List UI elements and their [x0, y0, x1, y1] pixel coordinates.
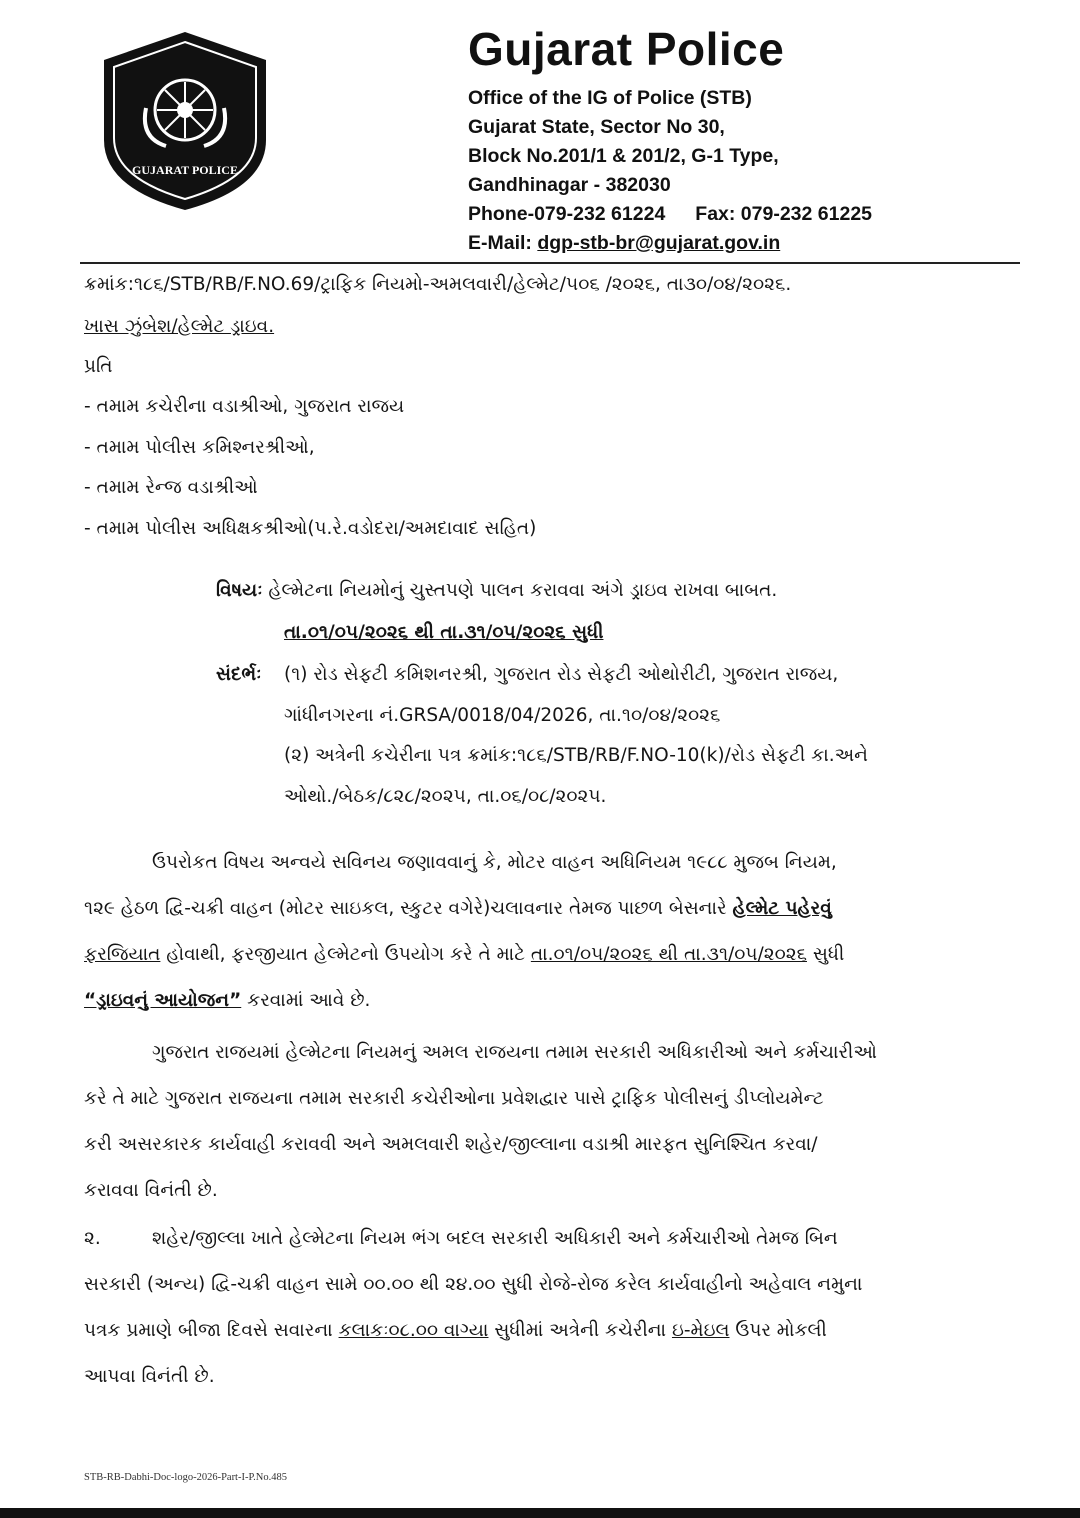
- page-bottom-edge: [0, 1508, 1080, 1518]
- paragraph-line: કરી અસરકારક કાર્યવાહી કરાવવી અને અમલવારી શહેર/જીલ્લાના વડાશ્રી મારફત સુનિશ્ચિત કરવા/: [84, 1134, 818, 1155]
- paragraph-line: ગુજરાત રાજયમાં હેલ્મેટના નિયમનું અમલ રાજયના તમામ સરકારી અધિકારીઓ અને કર્મચારીઓ: [152, 1042, 877, 1063]
- reference-item: (૧) રોડ સેફટી કમિશનરશ્રી, ગુજરાત રોડ સેફટી ઓથોરીટી, ગુજરાત રાજય,: [284, 664, 839, 685]
- paragraph-line: શહેર/જીલ્લા ખાતે હેલ્મેટના નિયમ ભંગ બદલ સરકારી અધિકારી અને કર્મચારીઓ તેમજ બિન: [152, 1228, 838, 1249]
- header-divider: [80, 262, 1020, 264]
- fax-number: Fax: 079-232 61225: [695, 203, 873, 225]
- reference-label: સંદર્ભઃ: [216, 664, 262, 685]
- reference-item: ઓથો./બેઠક/૮૨૮/૨૦૨૫, તા.૦૬/૦૮/૨૦૨૫.: [284, 786, 607, 807]
- text-span: સુધીમાં અત્રેની કચેરીના: [488, 1320, 672, 1341]
- to-label: પ્રતિ: [84, 356, 113, 377]
- subject-line: [216, 580, 777, 601]
- recipient-item: - તમામ કચેરીના વડાશ્રીઓ, ગુજરાત રાજય: [84, 396, 405, 417]
- org-title: Gujarat Police: [468, 23, 785, 75]
- subject-label: વિષયઃ: [216, 580, 263, 601]
- underlined-text: “ડ્રાઇવનું આયોજન”: [84, 990, 242, 1011]
- underlined-text: હેલ્મેટ પહેરવું: [732, 898, 832, 919]
- paragraph-line: [84, 990, 370, 1011]
- underlined-dates: તા.૦૧/૦૫/૨૦૨૬ થી તા.૩૧/૦૫/૨૦૨૬: [530, 944, 807, 965]
- text-span: હોવાથી, ફરજીયાત હેલ્મેટનો ઉપયોગ કરે તે માટે: [160, 944, 531, 965]
- paragraph-line: ઉપરોકત વિષય અન્વયે સવિનય જણાવવાનું કે, મોટર વાહન અધિનિયમ ૧૯૮૮ મુજબ નિયમ,: [152, 852, 837, 873]
- drive-title: ખાસ ઝુંબેશ/હેલ્મેટ ડ્રાઇવ.: [84, 316, 275, 337]
- text-span: ઉપર મોકલી: [729, 1320, 827, 1341]
- recipient-item: - તમામ રેન્જ વડાશ્રીઓ: [84, 477, 258, 498]
- reference-number: ક્રમાંક:૧૮૬/STB/RB/F.NO.69/ટ્રાફિક નિયમો-અમલવારી/હેલ્મેટ/૫૦૬ /૨૦૨૬, તા૩૦/૦૪/૨૦૨૬.: [84, 274, 792, 295]
- address-line: Gujarat State, Sector No 30,: [468, 116, 725, 138]
- subject-dates: તા.૦૧/૦૫/૨૦૨૬ થી તા.૩૧/૦૫/૨૦૨૬ સુધી: [284, 622, 604, 643]
- address-line: Gandhinagar - 382030: [468, 174, 671, 196]
- paragraph-number: ૨.: [84, 1228, 101, 1249]
- recipient-item: - તમામ પોલીસ અધિક્ષકશ્રીઓ(પ.રે.વડોદરા/અમદાવાદ સહિત): [84, 518, 537, 539]
- subject-text: હેલ્મેટના નિયમોનું ચુસ્તપણે પાલન કરાવવા અંગે ડ્રાઇવ રાખવા બાબત.: [268, 580, 778, 601]
- reference-item: ગાંધીનગરના નં.GRSA/0018/04/2026, તા.૧૦/૦૪/૨૦૨૬: [284, 705, 721, 726]
- email-link[interactable]: dgp-stb-br@gujarat.gov.in: [537, 232, 781, 254]
- paragraph-line: [84, 898, 832, 919]
- contact-line: [468, 200, 872, 229]
- phone-number: Phone-079-232 61224: [468, 203, 666, 225]
- paragraph-line: [84, 1320, 827, 1341]
- email-label: E-Mail:: [468, 232, 532, 254]
- reference-item: (૨) અત્રેની કચેરીના પત્ર ક્રમાંક:૧૮૬/STB/RB/F.NO-10(k)/રોડ સેફટી કા.અને: [284, 745, 868, 766]
- gujarat-police-emblem: [96, 28, 274, 214]
- underlined-time: કલાકઃ૦૮.૦૦ વાગ્યા: [338, 1320, 489, 1341]
- paragraph-line: આપવા વિનંતી છે.: [84, 1366, 215, 1387]
- paragraph-line: કરાવવા વિનંતી છે.: [84, 1180, 218, 1201]
- text-span: સુધી: [807, 944, 845, 965]
- document-code: STB-RB-Dabhi-Doc-logo-2026-Part-I-P.No.485: [84, 1472, 287, 1483]
- emblem-label: GUJARAT POLICE: [132, 163, 238, 177]
- underlined-text: ઇ-મેઇલ: [671, 1320, 730, 1341]
- office-address-block: [468, 84, 872, 258]
- email-line: [468, 229, 872, 258]
- recipient-item: - તમામ પોલીસ કમિશ્નરશ્રીઓ,: [84, 437, 315, 458]
- office-name: Office of the IG of Police (STB): [468, 87, 752, 109]
- paragraph-line: સરકારી (અન્ય) દ્વિ-ચક્રી વાહન સામે ૦૦.૦૦ થી ૨૪.૦૦ સુધી રોજે-રોજ કરેલ કાર્યવાહીનો અહેવાલ નમુના: [84, 1274, 863, 1295]
- paragraph-line: [84, 944, 844, 965]
- address-line: Block No.201/1 & 201/2, G-1 Type,: [468, 145, 779, 167]
- paragraph-line: કરે તે માટે ગુજરાત રાજયના તમામ સરકારી કચેરીઓના પ્રવેશદ્વાર પાસે ટ્રાફિક પોલીસનું ડીપ્લોયમેન્ટ: [84, 1088, 824, 1109]
- text-span: કરવામાં આવે છે.: [241, 990, 371, 1011]
- text-span: ૧૨૯ હેઠળ દ્વિ-ચક્રી વાહન (મોટર સાઇકલ, સ્કુટર વગેરે)ચલાવનાર તેમજ પાછળ બેસનારે: [84, 898, 733, 919]
- underlined-text: ફરજિયાત: [84, 944, 161, 965]
- text-span: પત્રક પ્રમાણે બીજા દિવસે સવારના: [84, 1320, 339, 1341]
